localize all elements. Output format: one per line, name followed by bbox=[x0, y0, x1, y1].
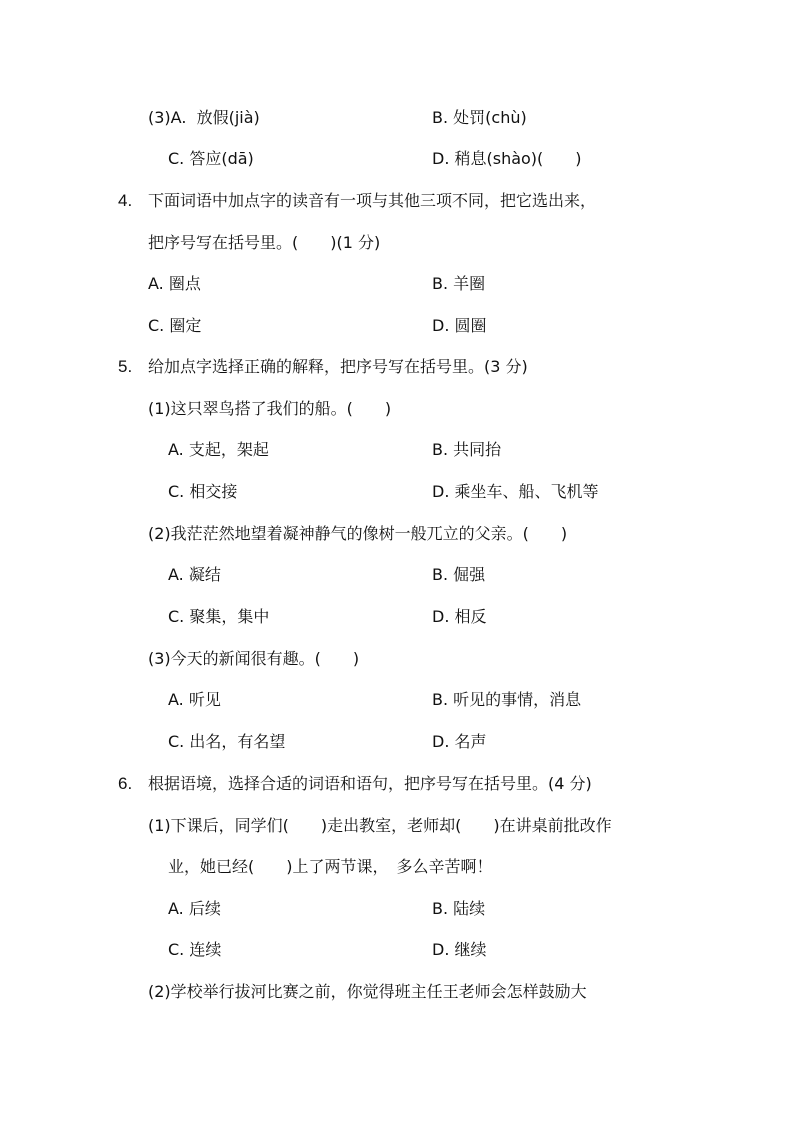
q5-sub2-option-b: B. 倔强 bbox=[432, 565, 486, 584]
q5-sub2-option-c: C. 聚集，集中 bbox=[168, 607, 270, 626]
q5-sub1-text: (1)这只翠鸟搭了我们的船。( ) bbox=[148, 399, 392, 418]
q5-sub1-option-b: B. 共同抬 bbox=[432, 440, 502, 459]
q3-sub3-option-d: D. 稍息(shào)( ) bbox=[432, 149, 582, 168]
q4-option-b: B. 羊圈 bbox=[432, 274, 486, 293]
q5-sub2-option-a: A. 凝结 bbox=[168, 565, 221, 584]
q5-sub1-option-c: C. 相交接 bbox=[168, 482, 238, 501]
q3-sub3-prefix: (3)A. bbox=[148, 108, 187, 127]
q5-sub1-option-d: D. 乘坐车、船、飞机等 bbox=[432, 482, 599, 501]
q6-sub1-option-c: C. 连续 bbox=[168, 940, 222, 959]
q5-sub3-text: (3)今天的新闻很有趣。( ) bbox=[148, 649, 360, 668]
q4-stem-line1: 下面词语中加点字的读音有一项与其他三项不同，把它选出来， bbox=[148, 191, 597, 210]
q4-stem-line2: 把序号写在括号里。( )(1 分) bbox=[148, 233, 381, 252]
q3-sub3-option-a-text: 放假(jià) bbox=[196, 108, 260, 127]
q4-option-d: D. 圆圈 bbox=[432, 316, 487, 335]
q5-sub3-option-a: A. 听见 bbox=[168, 690, 221, 709]
q5-sub3-option-b: B. 听见的事情，消息 bbox=[432, 690, 582, 709]
q5-sub3-option-c: C. 出名，有名望 bbox=[168, 732, 286, 751]
q6-sub1-option-b: B. 陆续 bbox=[432, 899, 486, 918]
q4-option-a: A. 圈点 bbox=[148, 274, 201, 293]
q4-option-c: C. 圈定 bbox=[148, 316, 202, 335]
q3-sub3-option-a bbox=[148, 107, 260, 129]
q5-sub3-option-d: D. 名声 bbox=[432, 732, 487, 751]
q6-sub1-line2: 业，她已经( )上了两节课， 多么辛苦啊！ bbox=[168, 857, 493, 876]
q3-sub3-option-b: B. 处罚(chù) bbox=[432, 108, 527, 127]
q6-sub1-option-d: D. 继续 bbox=[432, 940, 487, 959]
q6-sub1-option-a: A. 后续 bbox=[168, 899, 221, 918]
q4-number: 4. bbox=[118, 191, 133, 210]
q6-sub1-line1: (1)下课后，同学们( )走出教室，老师却( )在讲桌前批改作 bbox=[148, 816, 612, 835]
q6-stem: 根据语境，选择合适的词语和语句，把序号写在括号里。(4 分) bbox=[148, 774, 592, 793]
q5-number: 5. bbox=[118, 357, 133, 376]
q5-sub2-option-d: D. 相反 bbox=[432, 607, 487, 626]
q5-sub2-text: (2)我茫茫然地望着凝神静气的像树一般兀立的父亲。( ) bbox=[148, 524, 568, 543]
q6-number: 6. bbox=[118, 774, 133, 793]
q6-sub2-line1: (2)学校举行拔河比赛之前，你觉得班主任王老师会怎样鼓励大 bbox=[148, 982, 587, 1001]
q5-stem: 给加点字选择正确的解释，把序号写在括号里。(3 分) bbox=[148, 357, 528, 376]
q3-sub3-option-c: C. 答应(dā) bbox=[168, 149, 254, 168]
q5-sub1-option-a: A. 支起，架起 bbox=[168, 440, 269, 459]
